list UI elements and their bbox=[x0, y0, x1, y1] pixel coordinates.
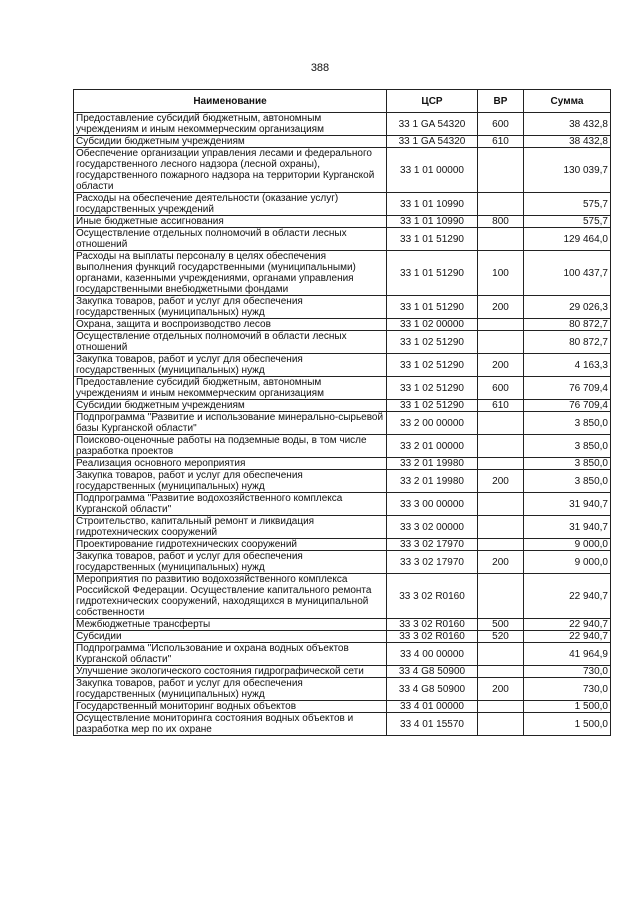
cell-sum: 3 850,0 bbox=[524, 435, 611, 458]
cell-sum: 9 000,0 bbox=[524, 551, 611, 574]
cell-name: Расходы на выплаты персоналу в целях обеспечения выполнения функций государственными (муниципальными) органами, казенными учреждениями, органами управления государственными внебюджетными фондами bbox=[74, 251, 387, 296]
cell-csr: 33 3 02 R0160 bbox=[387, 619, 478, 631]
cell-vr: 200 bbox=[478, 551, 524, 574]
table-row bbox=[74, 458, 611, 470]
cell-name: Субсидии bbox=[74, 631, 387, 643]
cell-csr: 33 1 02 00000 bbox=[387, 319, 478, 331]
cell-sum: 38 432,8 bbox=[524, 136, 611, 148]
cell-sum: 4 163,3 bbox=[524, 354, 611, 377]
cell-sum: 22 940,7 bbox=[524, 619, 611, 631]
table-row bbox=[74, 701, 611, 713]
table-row bbox=[74, 516, 611, 539]
cell-name: Осуществление мониторинга состояния водных объектов и разработка мер по их охране bbox=[74, 713, 387, 736]
table-row bbox=[74, 643, 611, 666]
cell-name: Строительство, капитальный ремонт и ликвидация гидротехнических сооружений bbox=[74, 516, 387, 539]
cell-sum: 76 709,4 bbox=[524, 400, 611, 412]
table-row bbox=[74, 631, 611, 643]
cell-sum: 22 940,7 bbox=[524, 574, 611, 619]
cell-name: Подпрограмма "Развитие водохозяйственного комплекса Курганской области" bbox=[74, 493, 387, 516]
table-row bbox=[74, 377, 611, 400]
cell-vr bbox=[478, 701, 524, 713]
header-sum: Сумма bbox=[524, 90, 611, 113]
cell-name: Мероприятия по развитию водохозяйственного комплекса Российской Федерации. Осуществление капитального ремонта гидротехнических сооружений, находящихся в муниципальной собственности bbox=[74, 574, 387, 619]
table-row bbox=[74, 193, 611, 216]
cell-vr bbox=[478, 148, 524, 193]
cell-csr: 33 2 01 19980 bbox=[387, 458, 478, 470]
cell-sum: 9 000,0 bbox=[524, 539, 611, 551]
cell-csr: 33 1 GA 54320 bbox=[387, 136, 478, 148]
cell-csr: 33 1 02 51290 bbox=[387, 331, 478, 354]
cell-sum: 41 964,9 bbox=[524, 643, 611, 666]
table-row bbox=[74, 251, 611, 296]
cell-csr: 33 4 G8 50900 bbox=[387, 678, 478, 701]
cell-sum: 76 709,4 bbox=[524, 377, 611, 400]
cell-csr: 33 3 02 00000 bbox=[387, 516, 478, 539]
cell-sum: 80 872,7 bbox=[524, 331, 611, 354]
cell-csr: 33 3 02 R0160 bbox=[387, 574, 478, 619]
cell-name: Подпрограмма "Использование и охрана водных объектов Курганской области" bbox=[74, 643, 387, 666]
cell-csr: 33 3 02 17970 bbox=[387, 539, 478, 551]
cell-name: Закупка товаров, работ и услуг для обеспечения государственных (муниципальных) нужд bbox=[74, 354, 387, 377]
cell-vr bbox=[478, 331, 524, 354]
table-row bbox=[74, 228, 611, 251]
cell-sum: 130 039,7 bbox=[524, 148, 611, 193]
cell-sum: 31 940,7 bbox=[524, 493, 611, 516]
cell-csr: 33 3 00 00000 bbox=[387, 493, 478, 516]
table-row bbox=[74, 354, 611, 377]
cell-csr: 33 1 01 51290 bbox=[387, 296, 478, 319]
cell-vr bbox=[478, 493, 524, 516]
table-row bbox=[74, 216, 611, 228]
cell-name: Реализация основного мероприятия bbox=[74, 458, 387, 470]
cell-sum: 3 850,0 bbox=[524, 458, 611, 470]
cell-sum: 1 500,0 bbox=[524, 713, 611, 736]
cell-csr: 33 1 02 51290 bbox=[387, 400, 478, 412]
header-csr: ЦСР bbox=[387, 90, 478, 113]
cell-vr bbox=[478, 228, 524, 251]
header-vr: ВР bbox=[478, 90, 524, 113]
cell-sum: 3 850,0 bbox=[524, 470, 611, 493]
cell-vr: 500 bbox=[478, 619, 524, 631]
table-header-row bbox=[74, 90, 611, 113]
table-row bbox=[74, 619, 611, 631]
cell-name: Осуществление отдельных полномочий в области лесных отношений bbox=[74, 331, 387, 354]
table-row bbox=[74, 713, 611, 736]
cell-csr: 33 4 00 00000 bbox=[387, 643, 478, 666]
cell-vr: 520 bbox=[478, 631, 524, 643]
cell-vr bbox=[478, 193, 524, 216]
cell-csr: 33 1 01 00000 bbox=[387, 148, 478, 193]
cell-name: Охрана, защита и воспроизводство лесов bbox=[74, 319, 387, 331]
cell-vr: 800 bbox=[478, 216, 524, 228]
cell-csr: 33 1 GA 54320 bbox=[387, 113, 478, 136]
table-row bbox=[74, 470, 611, 493]
cell-name: Обеспечение организации управления лесами и федерального государственного лесного надзора (лесной охраны), государственного пожарного надзора на территории Курганской области bbox=[74, 148, 387, 193]
cell-vr bbox=[478, 412, 524, 435]
table-row bbox=[74, 136, 611, 148]
cell-vr: 600 bbox=[478, 377, 524, 400]
cell-name: Закупка товаров, работ и услуг для обеспечения государственных (муниципальных) нужд bbox=[74, 470, 387, 493]
cell-sum: 1 500,0 bbox=[524, 701, 611, 713]
cell-name: Субсидии бюджетным учреждениям bbox=[74, 400, 387, 412]
cell-sum: 80 872,7 bbox=[524, 319, 611, 331]
cell-csr: 33 2 01 00000 bbox=[387, 435, 478, 458]
table-row bbox=[74, 678, 611, 701]
cell-name: Государственный мониторинг водных объектов bbox=[74, 701, 387, 713]
cell-name: Закупка товаров, работ и услуг для обеспечения государственных (муниципальных) нужд bbox=[74, 296, 387, 319]
cell-csr: 33 4 01 15570 bbox=[387, 713, 478, 736]
cell-sum: 22 940,7 bbox=[524, 631, 611, 643]
cell-name: Иные бюджетные ассигнования bbox=[74, 216, 387, 228]
cell-vr: 200 bbox=[478, 296, 524, 319]
table-row bbox=[74, 551, 611, 574]
header-name: Наименование bbox=[74, 90, 387, 113]
cell-csr: 33 1 01 10990 bbox=[387, 193, 478, 216]
cell-name: Предоставление субсидий бюджетным, автономным учреждениям и иным некоммерческим организациям bbox=[74, 377, 387, 400]
cell-sum: 730,0 bbox=[524, 678, 611, 701]
cell-csr: 33 3 02 R0160 bbox=[387, 631, 478, 643]
cell-vr bbox=[478, 516, 524, 539]
cell-vr bbox=[478, 574, 524, 619]
table-row bbox=[74, 331, 611, 354]
cell-csr: 33 1 01 10990 bbox=[387, 216, 478, 228]
cell-name: Закупка товаров, работ и услуг для обеспечения государственных (муниципальных) нужд bbox=[74, 551, 387, 574]
cell-vr bbox=[478, 666, 524, 678]
cell-csr: 33 1 02 51290 bbox=[387, 377, 478, 400]
page-number: 388 bbox=[310, 62, 330, 74]
cell-name: Межбюджетные трансферты bbox=[74, 619, 387, 631]
cell-csr: 33 3 02 17970 bbox=[387, 551, 478, 574]
cell-csr: 33 1 02 51290 bbox=[387, 354, 478, 377]
cell-sum: 575,7 bbox=[524, 216, 611, 228]
table-row bbox=[74, 400, 611, 412]
cell-sum: 38 432,8 bbox=[524, 113, 611, 136]
cell-name: Расходы на обеспечение деятельности (оказание услуг) государственных учреждений bbox=[74, 193, 387, 216]
cell-vr: 200 bbox=[478, 354, 524, 377]
table-row bbox=[74, 296, 611, 319]
cell-sum: 129 464,0 bbox=[524, 228, 611, 251]
budget-table bbox=[73, 89, 611, 736]
cell-vr bbox=[478, 713, 524, 736]
cell-name: Подпрограмма "Развитие и использование минерально-сырьевой базы Курганской области" bbox=[74, 412, 387, 435]
cell-sum: 31 940,7 bbox=[524, 516, 611, 539]
table-row bbox=[74, 666, 611, 678]
cell-vr: 100 bbox=[478, 251, 524, 296]
cell-vr bbox=[478, 539, 524, 551]
table-row bbox=[74, 493, 611, 516]
cell-vr: 610 bbox=[478, 136, 524, 148]
cell-sum: 730,0 bbox=[524, 666, 611, 678]
cell-vr bbox=[478, 319, 524, 331]
table-row bbox=[74, 113, 611, 136]
cell-name: Улучшение экологического состояния гидрографической сети bbox=[74, 666, 387, 678]
cell-sum: 29 026,3 bbox=[524, 296, 611, 319]
cell-csr: 33 2 00 00000 bbox=[387, 412, 478, 435]
cell-name: Закупка товаров, работ и услуг для обеспечения государственных (муниципальных) нужд bbox=[74, 678, 387, 701]
table-row bbox=[74, 412, 611, 435]
cell-csr: 33 1 01 51290 bbox=[387, 251, 478, 296]
cell-vr: 200 bbox=[478, 678, 524, 701]
table-body bbox=[74, 113, 611, 736]
cell-vr: 200 bbox=[478, 470, 524, 493]
table-row bbox=[74, 539, 611, 551]
cell-vr: 610 bbox=[478, 400, 524, 412]
cell-csr: 33 1 01 51290 bbox=[387, 228, 478, 251]
cell-vr bbox=[478, 458, 524, 470]
cell-name: Предоставление субсидий бюджетным, автономным учреждениям и иным некоммерческим организациям bbox=[74, 113, 387, 136]
cell-name: Проектирование гидротехнических сооружений bbox=[74, 539, 387, 551]
cell-vr bbox=[478, 643, 524, 666]
table-row bbox=[74, 148, 611, 193]
table-row bbox=[74, 435, 611, 458]
cell-csr: 33 2 01 19980 bbox=[387, 470, 478, 493]
cell-sum: 100 437,7 bbox=[524, 251, 611, 296]
cell-vr bbox=[478, 435, 524, 458]
cell-name: Поисково-оценочные работы на подземные воды, в том числе разработка проектов bbox=[74, 435, 387, 458]
cell-name: Субсидии бюджетным учреждениям bbox=[74, 136, 387, 148]
table-row bbox=[74, 574, 611, 619]
table-row bbox=[74, 319, 611, 331]
cell-name: Осуществление отдельных полномочий в области лесных отношений bbox=[74, 228, 387, 251]
cell-vr: 600 bbox=[478, 113, 524, 136]
cell-csr: 33 4 01 00000 bbox=[387, 701, 478, 713]
cell-sum: 3 850,0 bbox=[524, 412, 611, 435]
cell-sum: 575,7 bbox=[524, 193, 611, 216]
cell-csr: 33 4 G8 50900 bbox=[387, 666, 478, 678]
